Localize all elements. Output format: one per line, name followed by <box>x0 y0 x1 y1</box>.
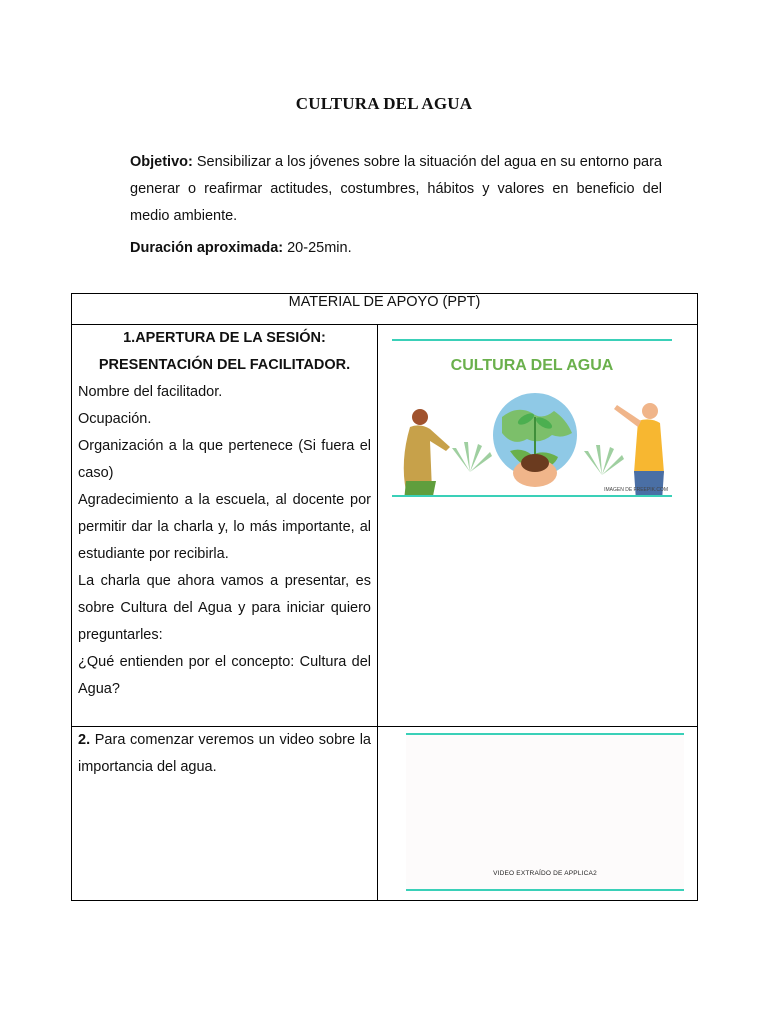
section1-line: Agradecimiento a la escuela, al docente por permitir dar la charla y, lo más importante, al estudiante por recibirla. <box>78 492 371 562</box>
table-header <box>72 294 698 325</box>
support-material-table <box>71 293 698 901</box>
section2-text-cell <box>72 727 378 901</box>
section1-heading-1: 1.APERTURA DE LA SESIÓN: <box>123 330 326 346</box>
slide-top-line <box>392 339 672 341</box>
section1-line: Organización a la que pertenece (Si fuera el caso) <box>78 438 371 481</box>
video-top-line <box>406 733 684 735</box>
slide-credit: IMAGEN DE FREEPIK.COM <box>604 487 668 493</box>
duration-value: 20-25min. <box>283 240 352 256</box>
section1-line: ¿Qué entienden por el concepto: Cultura del Agua? <box>78 654 371 697</box>
slide-bottom-line <box>392 495 672 497</box>
section1-line: La charla que ahora vamos a presentar, es sobre Cultura del Agua y para iniciar quiero preguntarles: <box>78 573 371 643</box>
section2-number: 2. <box>78 732 91 748</box>
duration-line <box>130 240 352 256</box>
document-title: CULTURA DEL AGUA <box>295 94 473 113</box>
person-right-icon <box>642 403 658 419</box>
table-header-label: MATERIAL DE APOYO (PPT) <box>288 294 481 310</box>
section1-heading-2: PRESENTACIÓN DEL FACILITADOR. <box>98 357 351 373</box>
objective-label: Objetivo: <box>130 154 193 170</box>
section1-line: Nombre del facilitador. <box>78 384 223 400</box>
objective-paragraph <box>130 149 662 230</box>
slide-cultura-del-agua <box>392 339 672 497</box>
section1-slide-cell <box>378 325 698 727</box>
video-bottom-line <box>406 889 684 891</box>
objective-text: Sensibilizar a los jóvenes sobre la situación del agua en su entorno para generar o reafirmar actitudes, costumbres, hábitos y valores en beneficio del medio ambiente. <box>130 154 662 224</box>
palm-right-icon <box>584 445 624 475</box>
slide-title: CULTURA DEL AGUA <box>450 357 614 374</box>
section1-line: Ocupación. <box>78 411 152 427</box>
section2-text: Para comenzar veremos un video sobre la importancia del agua. <box>78 732 371 775</box>
section2-paragraph <box>78 727 371 781</box>
palm-left-icon <box>452 442 492 472</box>
section1-text-cell <box>72 325 378 727</box>
person-left-icon <box>412 409 428 425</box>
water-culture-illustration <box>392 377 672 497</box>
section2-slide-cell <box>378 727 698 901</box>
duration-label: Duración aproximada: <box>130 240 284 256</box>
video-caption: VIDEO EXTRAÍDO DE APPLICA2 <box>493 870 597 877</box>
video-slide <box>406 733 684 891</box>
